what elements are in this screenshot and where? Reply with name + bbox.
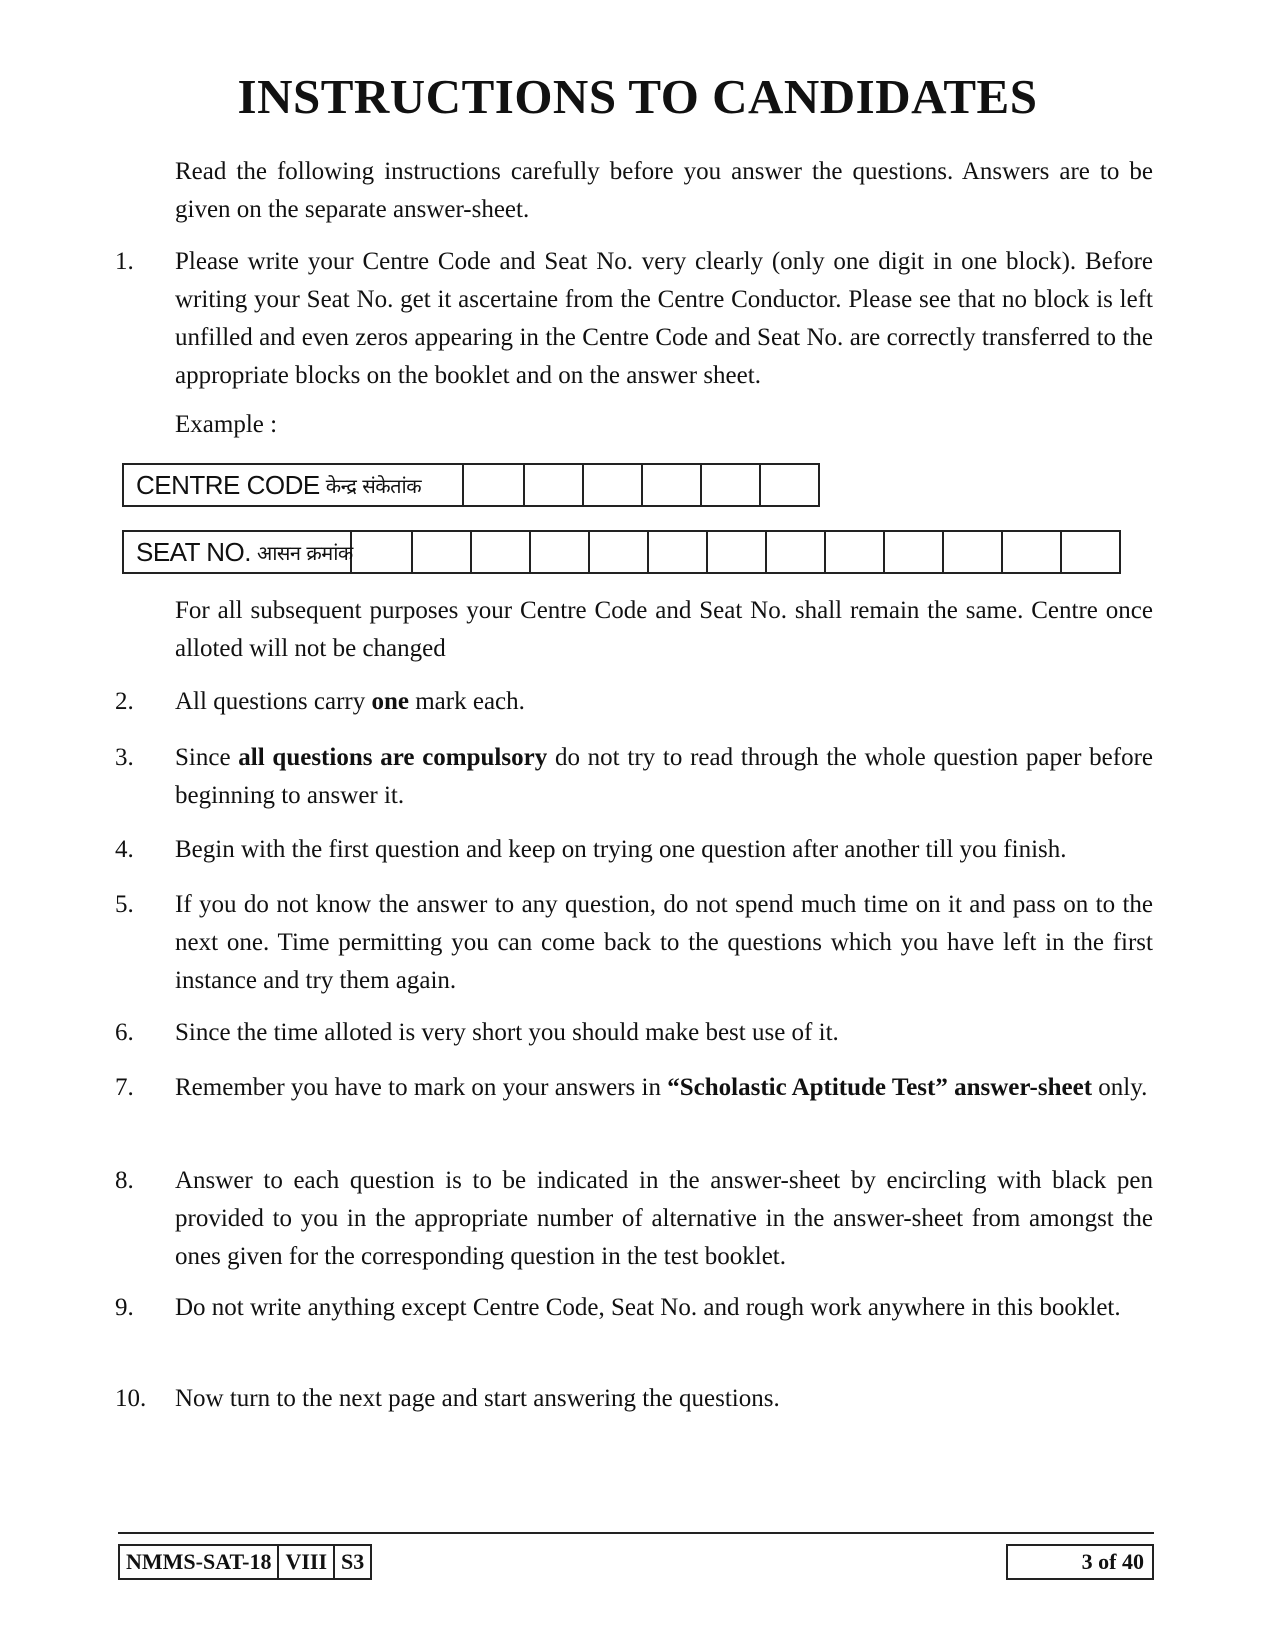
footer-code-box <box>118 1544 372 1580</box>
footer-class: VIII <box>277 1546 333 1578</box>
centre-code-blocks <box>464 465 818 505</box>
emphasis-text: all questions are compulsory <box>238 744 548 771</box>
seat-no-label-en: SEAT NO. <box>136 536 251 567</box>
item-number: 5. <box>115 891 134 918</box>
seat-no-box <box>122 530 1121 574</box>
seat-no-digit-block <box>706 532 765 572</box>
instruction-item-2 <box>175 683 1153 721</box>
footer-paper-code: NMMS-SAT-18 <box>126 1549 272 1574</box>
seat-no-digit-block <box>647 532 706 572</box>
centre-code-digit-block <box>700 465 759 505</box>
instruction-text: Now turn to the next page and start answering the questions. <box>175 1385 780 1412</box>
instruction-text: Since the time alloted is very short you should make best use of it. <box>175 1019 839 1046</box>
example-label: Example : <box>175 411 278 438</box>
centre-code-digit-block <box>523 465 582 505</box>
seat-no-digit-block <box>529 532 588 572</box>
instruction-text: Do not write anything except Centre Code, Seat No. and rough work anywhere in this booklet. <box>175 1294 1121 1321</box>
centre-code-label-hi: केन्द्र संकेतांक <box>325 473 422 498</box>
instruction-text: All questions carry <box>175 688 372 715</box>
instruction-item-7 <box>175 1069 1153 1107</box>
centre-code-digit-block <box>582 465 641 505</box>
item-number: 7. <box>115 1074 134 1101</box>
item-number: 2. <box>115 688 134 715</box>
item-number: 4. <box>115 836 134 863</box>
centre-code-digit-block <box>464 465 523 505</box>
footer-divider <box>118 1532 1154 1534</box>
centre-code-digit-block <box>759 465 818 505</box>
centre-code-digit-block <box>641 465 700 505</box>
footer-set: S3 <box>333 1546 370 1578</box>
seat-no-digit-block <box>588 532 647 572</box>
instruction-text: If you do not know the answer to any question, do not spend much time on it and pass on to the next one. Time permitting you can come back to the questions which you have left in the first instance and try them again. <box>175 891 1153 994</box>
instruction-text: only. <box>1092 1074 1148 1101</box>
seat-no-digit-block <box>1001 532 1060 572</box>
instruction-item-9 <box>175 1289 1153 1327</box>
emphasis-text: one <box>371 688 409 715</box>
emphasis-text: “Scholastic Aptitude Test” answer-sheet <box>667 1074 1093 1101</box>
instruction-text: do not try to read through the whole question paper before beginning to answer it. <box>175 744 1154 809</box>
item-number: 8. <box>115 1167 134 1194</box>
centre-code-label <box>124 465 464 505</box>
seat-no-digit-block <box>883 532 942 572</box>
seat-no-blocks <box>352 532 1119 572</box>
seat-no-digit-block <box>824 532 883 572</box>
footer-page-number: 3 of 40 <box>1006 1544 1154 1580</box>
centre-code-box <box>122 463 820 507</box>
instruction-text: Answer to each question is to be indicated in the answer-sheet by encircling with black pen provided to you in the appropriate number of alternative in the answer-sheet from amongst the ones given for the corresponding question in the test booklet. <box>175 1167 1153 1270</box>
instruction-item-5 <box>175 886 1153 1000</box>
item-number: 6. <box>115 1019 134 1046</box>
instruction-item-6 <box>175 1014 1153 1052</box>
instruction-text: Please write your Centre Code and Seat No. very clearly (only one digit in one block). Before writing your Seat No. get it ascertaine from the Centre Conductor. Please see that no block is left unfilled and even zeros appearing in the Centre Code and Seat No. are correctly transferred to the appropriate blocks on the booklet and on the answer sheet. <box>175 248 1153 389</box>
seat-no-digit-block <box>470 532 529 572</box>
instruction-text: mark each. <box>408 688 525 715</box>
item-number: 10. <box>115 1385 147 1412</box>
instruction-text: Begin with the first question and keep on trying one question after another till you finish. <box>175 836 1067 863</box>
item-number: 3. <box>115 744 134 771</box>
after-example-paragraph: For all subsequent purposes your Centre Code and Seat No. shall remain the same. Centre once alloted will not be changed <box>175 597 1153 662</box>
item-number: 1. <box>115 248 134 275</box>
seat-no-digit-block <box>1060 532 1119 572</box>
intro-paragraph: Read the following instructions carefully before you answer the questions. Answers are to be given on the separate answer-sheet. <box>175 158 1153 223</box>
item-number: 9. <box>115 1294 134 1321</box>
seat-no-digit-block <box>765 532 824 572</box>
seat-no-digit-block <box>411 532 470 572</box>
instruction-text: Since <box>175 744 239 771</box>
instruction-item-4 <box>175 831 1153 869</box>
seat-no-digit-block <box>942 532 1001 572</box>
instruction-item-8 <box>175 1162 1153 1276</box>
page-title: INSTRUCTIONS TO CANDIDATES <box>237 69 1038 124</box>
seat-no-label <box>124 532 352 572</box>
instruction-item-3 <box>175 739 1153 815</box>
instruction-item-1 <box>175 243 1153 395</box>
centre-code-label-en: CENTRE CODE <box>136 469 320 500</box>
seat-no-digit-block <box>352 532 411 572</box>
instruction-item-10 <box>175 1380 1153 1418</box>
instruction-text: Remember you have to mark on your answers in <box>175 1074 668 1101</box>
seat-no-label-hi: आसन क्रमांक <box>256 540 353 565</box>
